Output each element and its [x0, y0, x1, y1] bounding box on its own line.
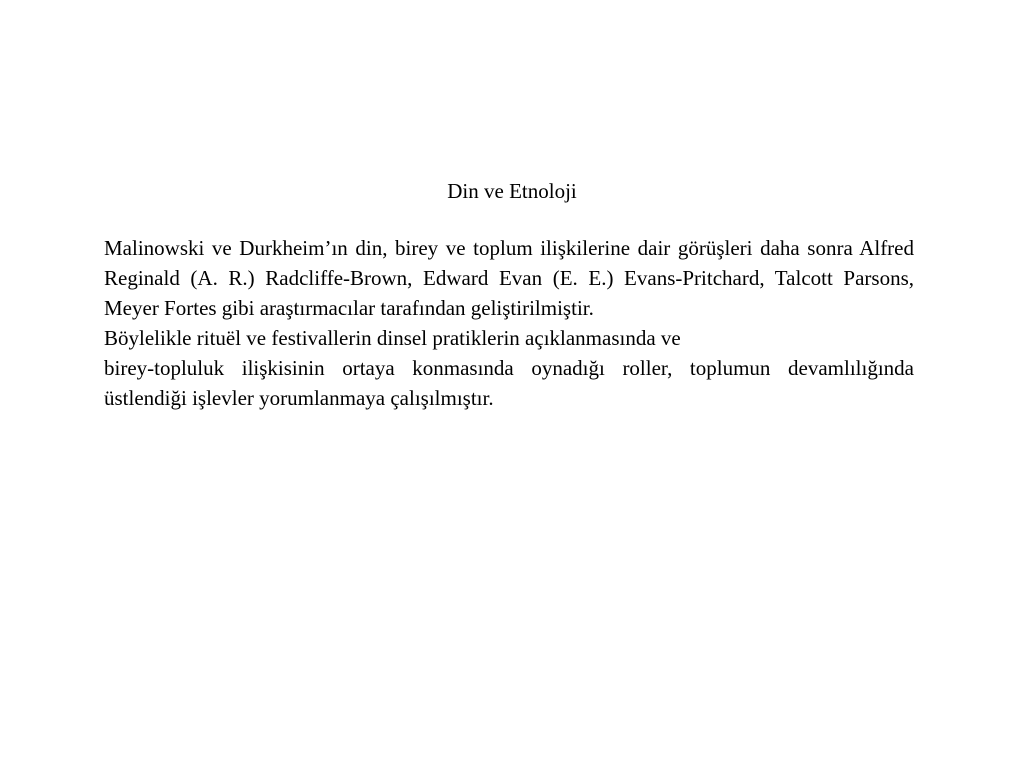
paragraph-1: Malinowski ve Durkheim’ın din, birey ve toplum ilişkilerine dair görüşleri daha sonra Alfred Reginald (A. R.) Radcliffe-Brown, Edward Evan (E. E.) Evans-Pritchard, Talcott Parsons, Meyer Fortes gibi araştırmacılar tarafından geliştirilmiştir. [104, 236, 914, 320]
document-title: Din ve Etnoloji [447, 179, 577, 203]
document-body [104, 233, 914, 413]
paragraph-2: Böylelikle rituël ve festivallerin dinsel pratiklerin açıklanmasında ve [104, 326, 681, 350]
paragraph-3: birey-topluluk ilişkisinin ortaya konmasında oynadığı roller, toplumun devamlılığında üstlendiği işlevler yorumlanmaya çalışılmıştır. [104, 356, 914, 410]
